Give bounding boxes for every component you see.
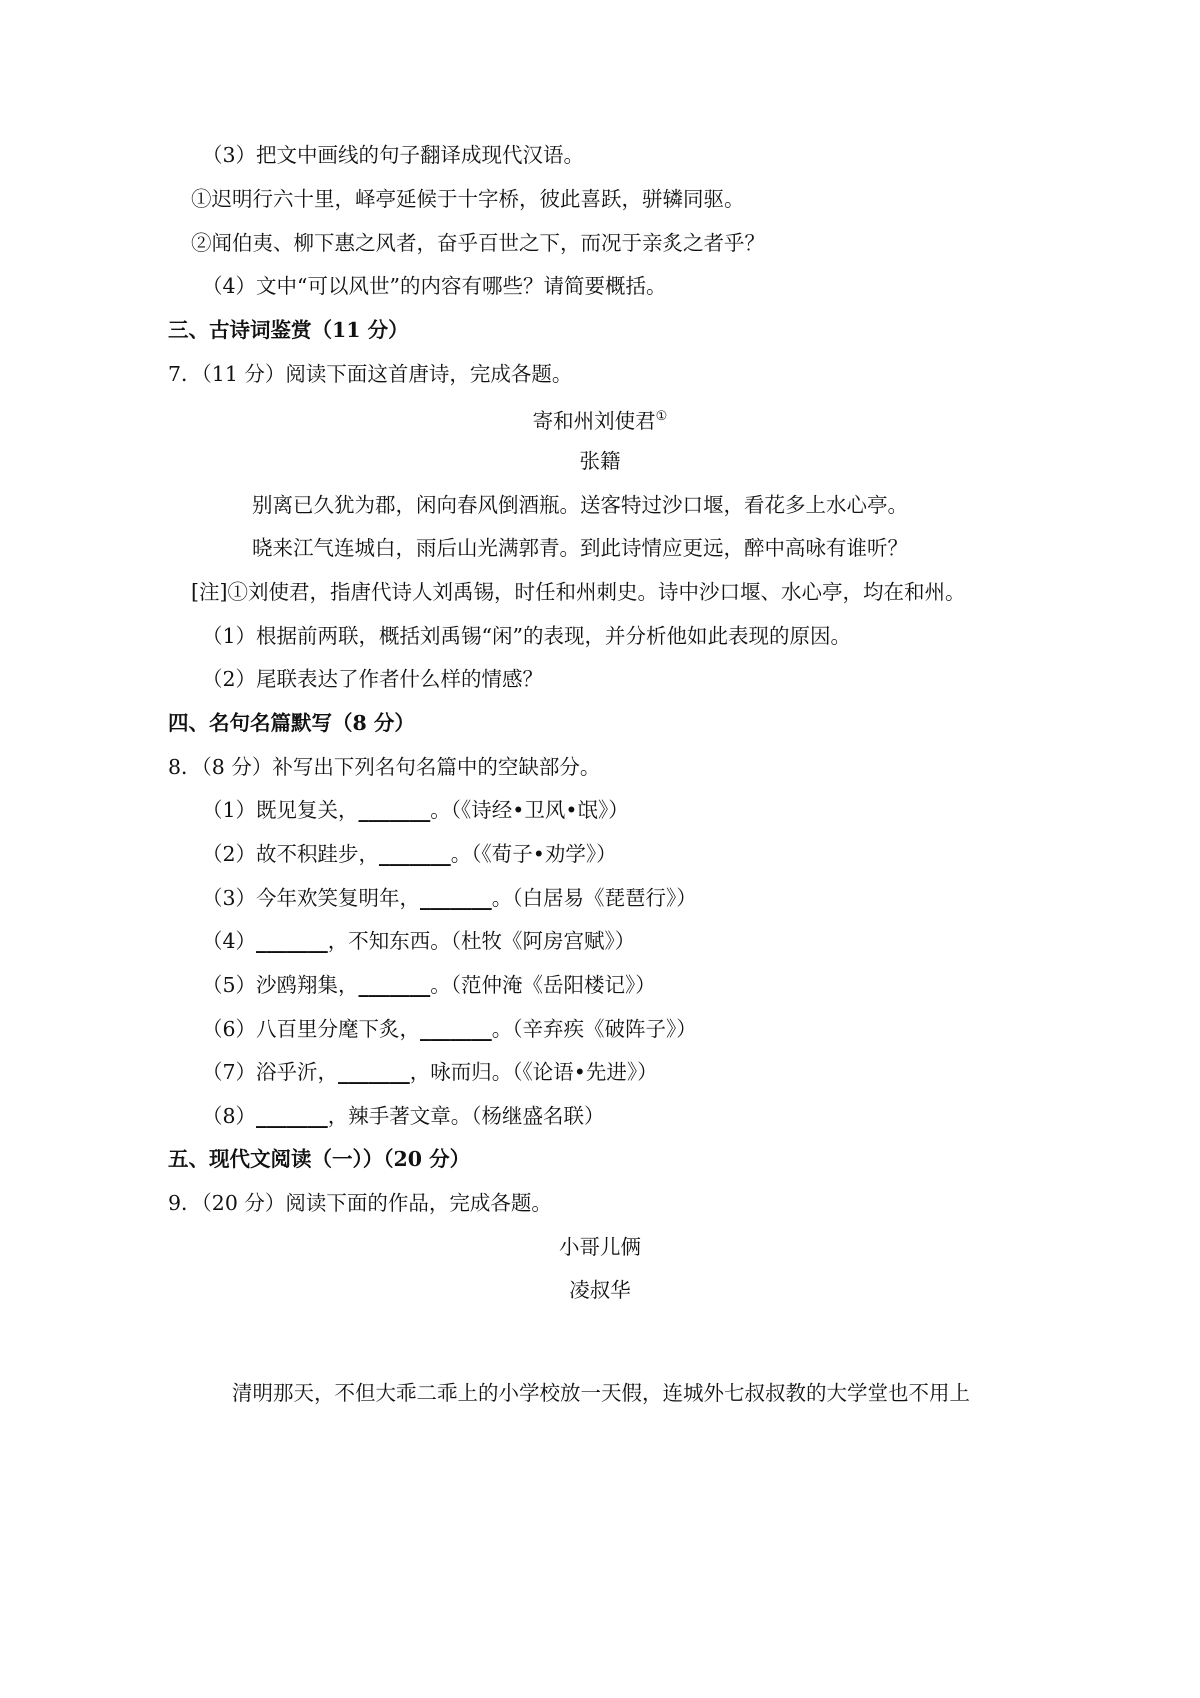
translate-sentence-1: ①迟明行六十里，峄亭延候于十字桥，彼此喜跃，骈辚同驱。 <box>191 187 745 211</box>
poem-note-mark: ① <box>655 409 668 424</box>
fill-blank: _______ <box>420 886 492 910</box>
section-4-heading: 四、名句名篇默写（8 分） <box>168 711 415 735</box>
fill-item-source: 。（《荀子•劝学》） <box>450 842 617 866</box>
fill-blank: _______ <box>379 842 451 866</box>
poem-title-text: 寄和州刘使君 <box>532 409 656 433</box>
fill-item-3 <box>202 884 697 912</box>
fill-item-source: ，咏而归。（《论语•先进》） <box>409 1060 658 1084</box>
fill-item-text: （4） <box>202 929 257 953</box>
fill-item-text: （6）八百里分麾下炙， <box>202 1017 421 1041</box>
fill-item-8 <box>202 1102 605 1130</box>
fill-item-1 <box>202 796 629 824</box>
fill-item-2 <box>202 840 617 868</box>
poem-line-2: 晓来江气连城白，雨后山光满郭青。到此诗情应更远，醉中高咏有谁听？ <box>252 536 908 560</box>
fill-blank: _______ <box>358 973 431 997</box>
question-7: 7．（11 分）阅读下面这首唐诗，完成各题。 <box>168 362 573 386</box>
fill-item-text: （2）故不积跬步， <box>202 842 380 866</box>
fill-item-text: （8） <box>202 1104 257 1128</box>
story-paragraph-1: 清明那天，不但大乖二乖上的小学校放一天假，连城外七叔叔教的大学堂也不用上 <box>232 1381 970 1405</box>
story-title: 小哥儿俩 <box>559 1235 641 1259</box>
question-7-2: （2）尾联表达了作者什么样的情感？ <box>202 667 544 691</box>
fill-item-source: 。（辛弃疾《破阵子》） <box>491 1017 697 1041</box>
fill-item-source: 。（《诗经•卫风•氓》） <box>430 798 629 822</box>
poem-title <box>0 403 1200 435</box>
translate-sentence-2: ②闻伯夷、柳下惠之风者，奋乎百世之下，而况于亲炙之者乎？ <box>191 231 765 255</box>
fill-item-source: ，辣手著文章。（杨继盛名联） <box>327 1104 605 1128</box>
question-9: 9．（20 分）阅读下面的作品，完成各题。 <box>168 1191 552 1215</box>
fill-blank: _______ <box>358 798 431 822</box>
fill-blank: _______ <box>256 1104 328 1128</box>
question-8: 8．（8 分）补写出下列名句名篇中的空缺部分。 <box>168 755 601 779</box>
question-6-3: （3）把文中画线的句子翻译成现代汉语。 <box>202 143 585 167</box>
fill-item-source: 。（范仲淹《岳阳楼记》） <box>430 973 656 997</box>
fill-item-text: （1）既见复关， <box>202 798 359 822</box>
poem-author: 张籍 <box>579 449 621 473</box>
fill-item-text: （3）今年欢笑复明年， <box>202 886 421 910</box>
fill-blank: _______ <box>256 929 328 953</box>
fill-item-source: ，不知东西。（杜牧《阿房宫赋》） <box>327 929 636 953</box>
poem-line-1: 别离已久犹为郡，闲向春风倒酒瓶。送客特过沙口堰，看花多上水心亭。 <box>252 493 908 517</box>
fill-item-6 <box>202 1015 697 1043</box>
fill-item-text: （5）沙鸥翔集， <box>202 973 359 997</box>
section-5-heading: 五、现代文阅读（一））（20 分） <box>168 1147 471 1171</box>
fill-item-text: （7）浴乎沂， <box>202 1060 339 1084</box>
story-author: 凌叔华 <box>569 1278 631 1302</box>
fill-item-4 <box>202 927 635 955</box>
poem-annotation: [注]①刘使君，指唐代诗人刘禹锡，时任和州刺史。诗中沙口堰、水心亭，均在和州。 <box>191 580 966 604</box>
fill-item-source: 。（白居易《琵琶行》） <box>491 886 697 910</box>
fill-item-5 <box>202 971 656 999</box>
question-7-1: （1）根据前两联，概括刘禹锡“闲”的表现，并分析他如此表现的原因。 <box>202 624 852 648</box>
fill-blank: _______ <box>338 1060 410 1084</box>
fill-blank: _______ <box>420 1017 492 1041</box>
question-6-4: （4）文中“可以风世”的内容有哪些？请简要概括。 <box>202 274 667 298</box>
section-3-heading: 三、古诗词鉴赏（11 分） <box>168 318 409 342</box>
fill-item-7 <box>202 1058 658 1086</box>
